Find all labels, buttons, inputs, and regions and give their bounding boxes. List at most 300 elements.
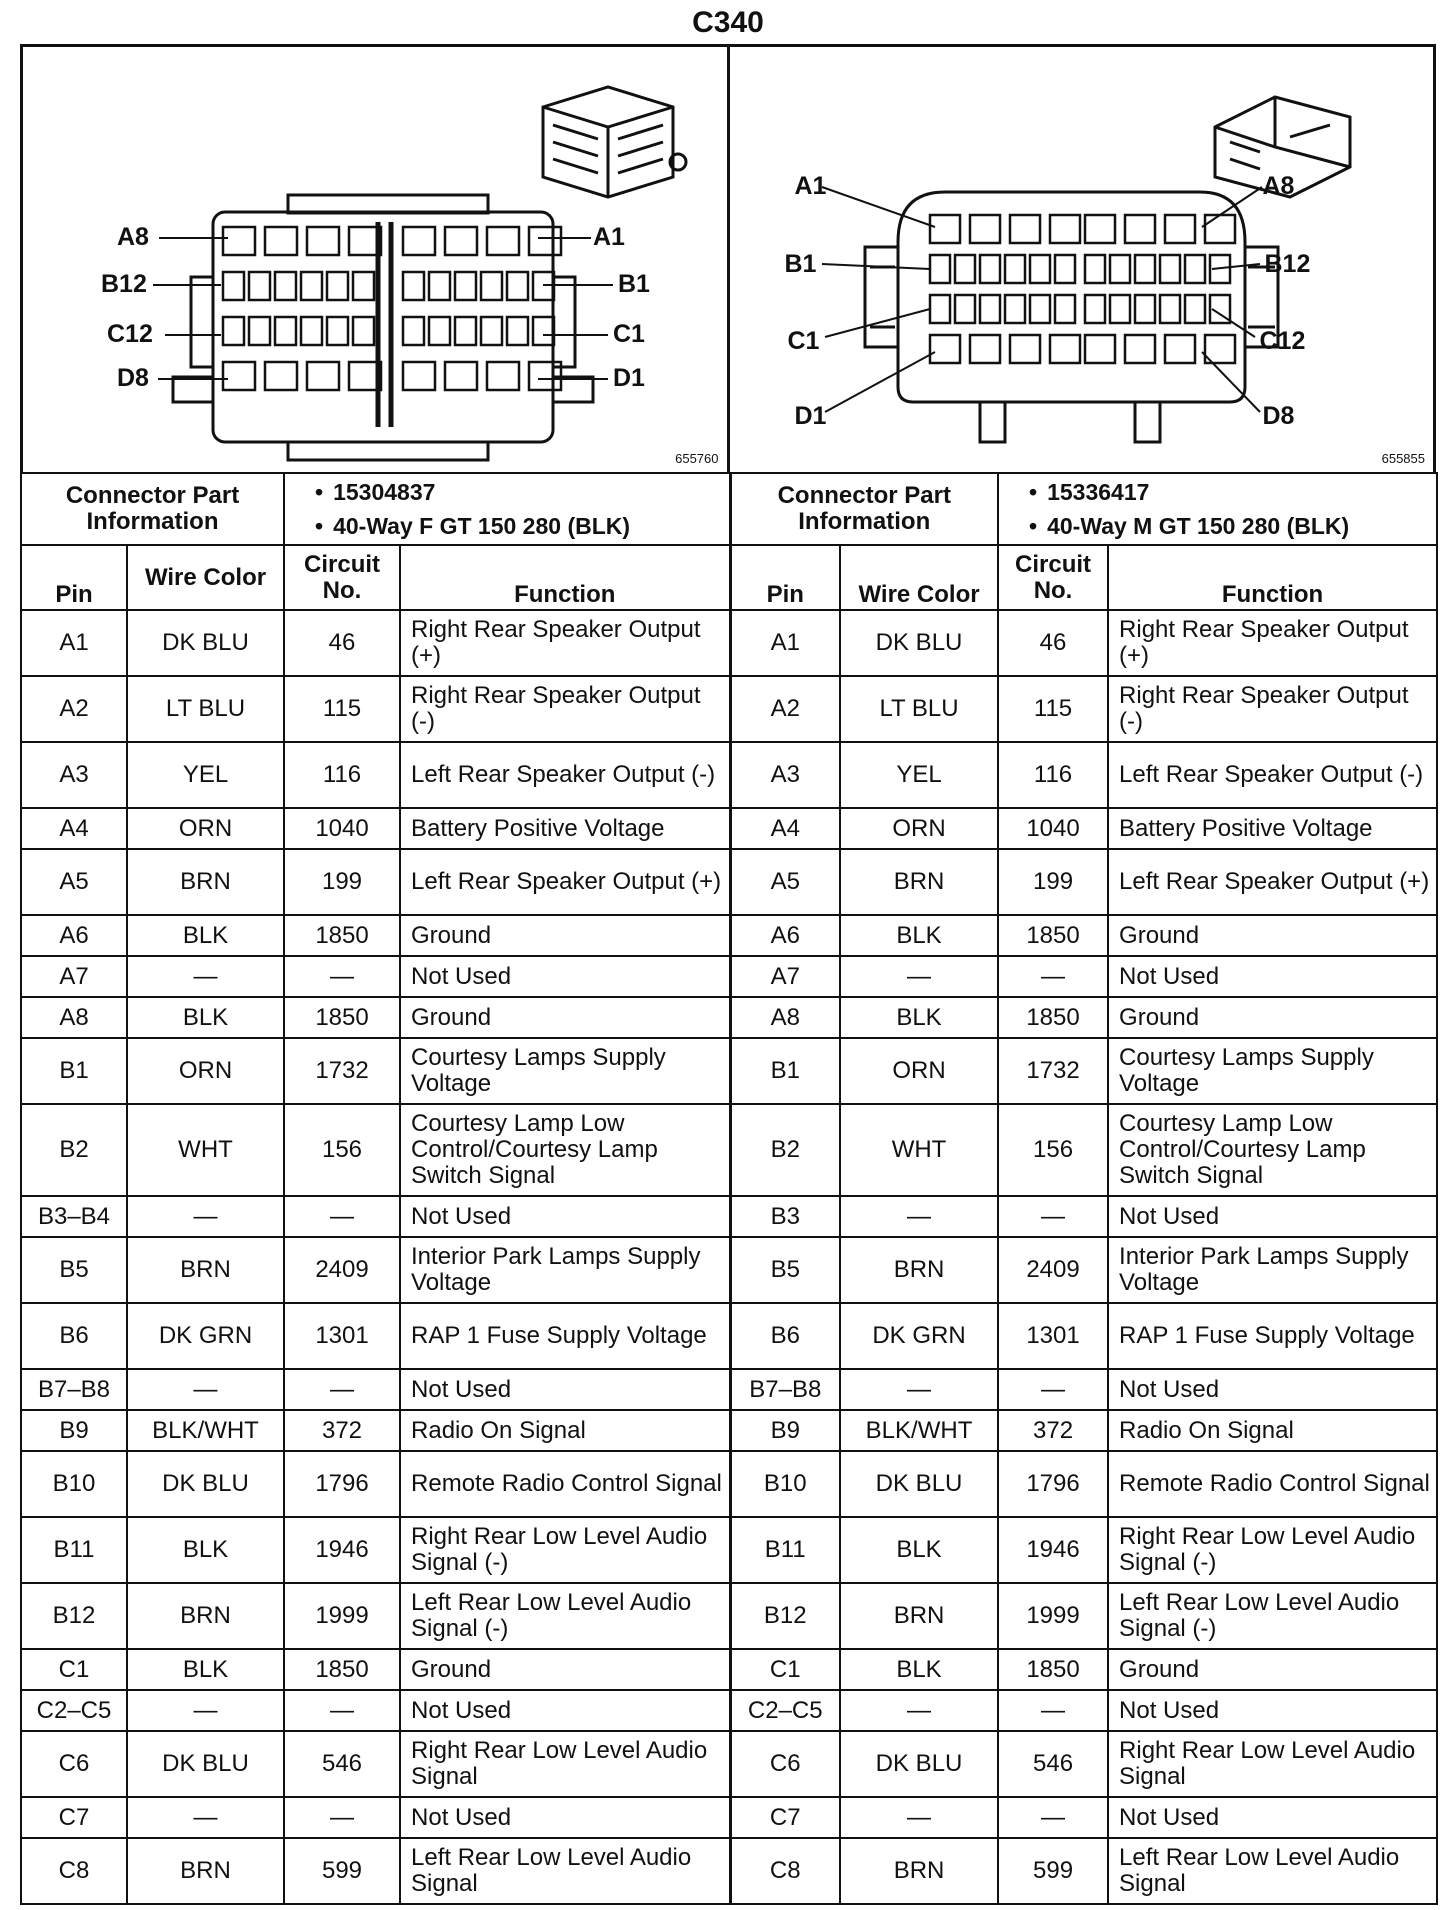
pin-cell: B12 (21, 1583, 127, 1649)
pin-cavity (1160, 255, 1180, 283)
pin-cavity (223, 317, 244, 345)
pin-cavity (307, 362, 339, 390)
pin-cell: A5 (730, 849, 840, 915)
pin-cavity (481, 317, 502, 345)
pin-cell: B6 (730, 1303, 840, 1369)
pin-cavity (327, 272, 348, 300)
pin-cavity (301, 317, 322, 345)
pin-cavity (353, 317, 374, 345)
wire-color-cell: BLK (840, 1649, 998, 1690)
pin-cell: C8 (21, 1838, 127, 1904)
function-cell: Left Rear Low Level Audio Signal (1108, 1838, 1437, 1904)
circuit-cell: 546 (284, 1731, 400, 1797)
pin-cavity (353, 272, 374, 300)
pin-cavity (223, 227, 255, 255)
pin-cavity (1050, 215, 1080, 243)
wire-color-cell: LT BLU (840, 676, 998, 742)
table-row (21, 1410, 1437, 1451)
pin-label-a8: A8 (1262, 172, 1295, 200)
wire-color-cell: DK BLU (840, 1731, 998, 1797)
pin-cell: B3–B4 (21, 1196, 127, 1237)
column-header-wire-color: Wire Color (840, 545, 998, 610)
pin-label-d1: D1 (794, 402, 827, 430)
pin-cavity (970, 215, 1000, 243)
pin-cavity (930, 295, 950, 323)
pin-label-d8: D8 (117, 364, 149, 392)
pin-cavity (980, 295, 1000, 323)
pin-label-c1: C1 (787, 327, 820, 355)
wire-color-cell: BLK (127, 997, 284, 1038)
wire-color-cell: ORN (840, 808, 998, 849)
wire-color-cell: — (840, 1196, 998, 1237)
pin-cell: C6 (730, 1731, 840, 1797)
wire-color-cell: — (840, 956, 998, 997)
pin-cavity (327, 317, 348, 345)
pin-label-b12: B12 (101, 270, 147, 298)
column-header-wire-color: Wire Color (127, 545, 284, 610)
circuit-cell: 1999 (998, 1583, 1108, 1649)
circuit-cell: 116 (998, 742, 1108, 808)
wire-color-cell: — (840, 1690, 998, 1731)
wire-color-cell: ORN (127, 1038, 284, 1104)
wire-color-cell: — (127, 1369, 284, 1410)
male-connector-diagram (730, 47, 1434, 472)
circuit-cell: 2409 (284, 1237, 400, 1303)
function-cell: Right Rear Speaker Output (+) (400, 610, 730, 676)
pin-cell: A2 (730, 676, 840, 742)
wire-color-cell: BLK (840, 997, 998, 1038)
pin-cavity (1085, 295, 1105, 323)
circuit-cell: — (998, 1797, 1108, 1838)
pin-cavity (529, 227, 561, 255)
function-cell: Ground (1108, 915, 1437, 956)
circuit-cell: 2409 (998, 1237, 1108, 1303)
pin-cell: A4 (21, 808, 127, 849)
wire-color-cell: — (840, 1369, 998, 1410)
table-row (21, 1196, 1437, 1237)
wire-color-cell: DK BLU (127, 1451, 284, 1517)
pin-cell: A6 (21, 915, 127, 956)
connector-diagrams (20, 44, 1436, 472)
wire-color-cell: DK BLU (127, 610, 284, 676)
function-cell: Ground (1108, 1649, 1437, 1690)
pin-cavity (1085, 335, 1115, 363)
wire-color-cell: YEL (840, 742, 998, 808)
pin-cavity (223, 362, 255, 390)
pin-cavity (403, 317, 424, 345)
function-cell: Left Rear Speaker Output (+) (400, 849, 730, 915)
function-cell: Left Rear Speaker Output (-) (400, 742, 730, 808)
pin-cavity (970, 335, 1000, 363)
table-row (21, 1369, 1437, 1410)
pin-cell: B1 (21, 1038, 127, 1104)
circuit-cell: 115 (284, 676, 400, 742)
wire-color-cell: — (840, 1797, 998, 1838)
connector-info-row (21, 473, 1437, 545)
circuit-cell: — (284, 1690, 400, 1731)
figure-code: 655760 (675, 451, 719, 466)
pin-cell: A8 (730, 997, 840, 1038)
pin-cavity (1005, 255, 1025, 283)
pin-label-d1: D1 (613, 364, 645, 392)
function-cell: Battery Positive Voltage (1108, 808, 1437, 849)
wire-color-cell: BRN (127, 1583, 284, 1649)
pin-cell: A3 (21, 742, 127, 808)
function-cell: Courtesy Lamp Low Control/Courtesy Lamp Switch Signal (400, 1104, 730, 1196)
connector-info-values: • 15304837 • 40-Way F GT 150 280 (BLK) (284, 473, 730, 545)
pin-label-c12: C12 (107, 320, 153, 348)
table-row (21, 1451, 1437, 1517)
function-cell: Not Used (1108, 1690, 1437, 1731)
wire-color-cell: WHT (840, 1104, 998, 1196)
pin-cavity (1135, 295, 1155, 323)
pin-cell: A4 (730, 808, 840, 849)
pin-cavity (1135, 255, 1155, 283)
circuit-cell: — (284, 956, 400, 997)
column-header-row (21, 545, 1437, 610)
function-cell: Not Used (1108, 1797, 1437, 1838)
pin-label-b1: B1 (618, 270, 650, 298)
circuit-cell: 199 (284, 849, 400, 915)
column-header-circuit: Circuit No. (998, 545, 1108, 610)
function-cell: Right Rear Low Level Audio Signal (-) (1108, 1517, 1437, 1583)
circuit-cell: 1732 (284, 1038, 400, 1104)
part-number: 15304837 (333, 479, 436, 505)
figure-code: 655855 (1381, 451, 1425, 466)
function-cell: Courtesy Lamp Low Control/Courtesy Lamp Switch Signal (1108, 1104, 1437, 1196)
function-cell: Not Used (400, 1369, 730, 1410)
function-cell: Not Used (400, 1196, 730, 1237)
circuit-cell: 546 (998, 1731, 1108, 1797)
pin-cell: B3 (730, 1196, 840, 1237)
pin-cavity (1160, 295, 1180, 323)
circuit-cell: 46 (284, 610, 400, 676)
circuit-cell: 199 (998, 849, 1108, 915)
function-cell: Courtesy Lamps Supply Voltage (400, 1038, 730, 1104)
table-row (21, 1690, 1437, 1731)
wire-color-cell: — (127, 1797, 284, 1838)
pin-cell: A1 (730, 610, 840, 676)
function-cell: Not Used (400, 1690, 730, 1731)
wire-color-cell: ORN (127, 808, 284, 849)
female-connector-drawing (23, 47, 728, 472)
pin-cell: B12 (730, 1583, 840, 1649)
wire-color-cell: BRN (127, 1237, 284, 1303)
pin-cavity (1030, 255, 1050, 283)
function-cell: Radio On Signal (1108, 1410, 1437, 1451)
pin-cavity (1010, 215, 1040, 243)
circuit-cell: 1796 (284, 1451, 400, 1517)
pin-cavity (403, 272, 424, 300)
circuit-cell: 1732 (998, 1038, 1108, 1104)
pin-cavity (507, 272, 528, 300)
circuit-cell: 116 (284, 742, 400, 808)
function-cell: RAP 1 Fuse Supply Voltage (1108, 1303, 1437, 1369)
function-cell: Not Used (400, 956, 730, 997)
circuit-cell: 1946 (284, 1517, 400, 1583)
table-row (21, 610, 1437, 676)
circuit-cell: 1946 (998, 1517, 1108, 1583)
circuit-cell: 599 (284, 1838, 400, 1904)
column-header-function: Function (400, 545, 730, 610)
circuit-cell: — (284, 1797, 400, 1838)
circuit-cell: 599 (998, 1838, 1108, 1904)
column-header-function: Function (1108, 545, 1437, 610)
circuit-cell: — (998, 956, 1108, 997)
pin-cavity (1110, 255, 1130, 283)
table-row (21, 742, 1437, 808)
pin-cavity (403, 227, 435, 255)
table-row (21, 956, 1437, 997)
function-cell: RAP 1 Fuse Supply Voltage (400, 1303, 730, 1369)
pin-cavity (265, 362, 297, 390)
wire-color-cell: DK GRN (127, 1303, 284, 1369)
circuit-cell: 115 (998, 676, 1108, 742)
function-cell: Right Rear Low Level Audio Signal (-) (400, 1517, 730, 1583)
wire-color-cell: BLK (127, 915, 284, 956)
pin-cavity (955, 295, 975, 323)
pin-cell: C2–C5 (21, 1690, 127, 1731)
wire-color-cell: BRN (840, 849, 998, 915)
pin-cell: C8 (730, 1838, 840, 1904)
pin-cavity (249, 272, 270, 300)
function-cell: Ground (400, 915, 730, 956)
connector-thumbnail-icon (543, 87, 686, 197)
function-cell: Radio On Signal (400, 1410, 730, 1451)
table-row (21, 1038, 1437, 1104)
table-row (21, 915, 1437, 956)
circuit-cell: 156 (284, 1104, 400, 1196)
table-row (21, 1838, 1437, 1904)
pin-cell: C2–C5 (730, 1690, 840, 1731)
pin-cavity (1110, 295, 1130, 323)
pin-cell: B6 (21, 1303, 127, 1369)
pin-label-c1: C1 (613, 320, 645, 348)
pin-cell: B2 (730, 1104, 840, 1196)
pin-label-a8: A8 (117, 223, 149, 251)
pin-cavity (1125, 215, 1155, 243)
pin-cavity (1205, 215, 1235, 243)
pin-label-c12: C12 (1259, 327, 1306, 355)
circuit-cell: 1796 (998, 1451, 1108, 1517)
pin-cavity (1085, 255, 1105, 283)
pin-cell: C7 (730, 1797, 840, 1838)
function-cell: Left Rear Speaker Output (+) (1108, 849, 1437, 915)
page-title: C340 (692, 6, 764, 39)
table-row (21, 1583, 1437, 1649)
column-header-circuit: Circuit No. (284, 545, 400, 610)
circuit-cell: — (998, 1690, 1108, 1731)
pin-label-a1: A1 (794, 172, 827, 200)
pin-cell: A2 (21, 676, 127, 742)
wire-color-cell: YEL (127, 742, 284, 808)
pin-cavity (1030, 295, 1050, 323)
connector-info-label: Connector Part Information (21, 473, 284, 545)
circuit-cell: — (284, 1369, 400, 1410)
circuit-cell: 372 (998, 1410, 1108, 1451)
pin-cavity (445, 362, 477, 390)
pin-cavity (301, 272, 322, 300)
pin-cavity (980, 255, 1000, 283)
pin-cell: B9 (730, 1410, 840, 1451)
circuit-cell: 1301 (998, 1303, 1108, 1369)
table-row (21, 1104, 1437, 1196)
wire-color-cell: BLK (127, 1517, 284, 1583)
wire-color-cell: DK BLU (127, 1731, 284, 1797)
table-row (21, 1797, 1437, 1838)
function-cell: Ground (1108, 997, 1437, 1038)
circuit-cell: 156 (998, 1104, 1108, 1196)
pin-cavity (1085, 215, 1115, 243)
pin-cell: B5 (730, 1237, 840, 1303)
wire-color-cell: BLK (840, 1517, 998, 1583)
circuit-cell: 1850 (998, 1649, 1108, 1690)
function-cell: Battery Positive Voltage (400, 808, 730, 849)
table-row (21, 676, 1437, 742)
connector-info-values: • 15336417 • 40-Way M GT 150 280 (BLK) (998, 473, 1437, 545)
circuit-cell: 372 (284, 1410, 400, 1451)
pin-cavity (1185, 295, 1205, 323)
pin-cell: B10 (21, 1451, 127, 1517)
column-header-pin: Pin (21, 545, 127, 610)
pin-cavity (533, 317, 554, 345)
pin-cavity (429, 317, 450, 345)
wire-color-cell: — (127, 1196, 284, 1237)
pin-cell: C7 (21, 1797, 127, 1838)
pin-cell: B2 (21, 1104, 127, 1196)
circuit-cell: 1040 (998, 808, 1108, 849)
circuit-cell: 1850 (284, 997, 400, 1038)
circuit-cell: 1040 (284, 808, 400, 849)
wire-color-cell: — (127, 956, 284, 997)
pin-table (20, 472, 1438, 1905)
pin-cavity (930, 255, 950, 283)
pin-cell: A8 (21, 997, 127, 1038)
function-cell: Not Used (1108, 1369, 1437, 1410)
circuit-cell: 1850 (998, 997, 1108, 1038)
pin-cavity (487, 227, 519, 255)
pin-cavity (487, 362, 519, 390)
pin-cavity (275, 272, 296, 300)
table-row (21, 808, 1437, 849)
function-cell: Not Used (400, 1797, 730, 1838)
pin-label-b12: B12 (1264, 250, 1311, 278)
pin-cavity (455, 317, 476, 345)
pin-cell: C1 (730, 1649, 840, 1690)
pin-cavity (930, 335, 960, 363)
circuit-cell: — (284, 1196, 400, 1237)
function-cell: Ground (400, 997, 730, 1038)
wire-color-cell: — (127, 1690, 284, 1731)
pin-cavity (445, 227, 477, 255)
pin-cavity (1125, 335, 1155, 363)
wire-color-cell: WHT (127, 1104, 284, 1196)
wire-color-cell: BRN (127, 1838, 284, 1904)
table-row (21, 1303, 1437, 1369)
pin-cell: B10 (730, 1451, 840, 1517)
wire-color-cell: BLK (840, 915, 998, 956)
pin-cell: B7–B8 (730, 1369, 840, 1410)
wire-color-cell: BLK/WHT (840, 1410, 998, 1451)
connector-description: 40-Way F GT 150 280 (BLK) (333, 513, 631, 539)
function-cell: Ground (400, 1649, 730, 1690)
pin-cell: B1 (730, 1038, 840, 1104)
wire-color-cell: DK GRN (840, 1303, 998, 1369)
pin-cavity (1165, 215, 1195, 243)
pin-cavity (455, 272, 476, 300)
table-row (21, 1731, 1437, 1797)
wire-color-cell: DK BLU (840, 1451, 998, 1517)
function-cell: Left Rear Low Level Audio Signal (-) (1108, 1583, 1437, 1649)
pin-cavity (1165, 335, 1195, 363)
pin-label-a1: A1 (593, 223, 625, 251)
pin-label-d8: D8 (1262, 402, 1295, 430)
pin-cavity (481, 272, 502, 300)
table-row (21, 849, 1437, 915)
function-cell: Right Rear Low Level Audio Signal (400, 1731, 730, 1797)
female-connector-diagram (23, 47, 730, 472)
pin-cavity (1185, 255, 1205, 283)
pin-cavity (265, 227, 297, 255)
pin-cell: A3 (730, 742, 840, 808)
connector-description: 40-Way M GT 150 280 (BLK) (1047, 513, 1350, 539)
pin-cavity (930, 215, 960, 243)
pin-cavity (507, 317, 528, 345)
circuit-cell: 1850 (284, 1649, 400, 1690)
pin-cavity (223, 272, 244, 300)
function-cell: Left Rear Low Level Audio Signal (400, 1838, 730, 1904)
table-row (21, 1237, 1437, 1303)
pin-cavity (1010, 335, 1040, 363)
wire-color-cell: BRN (840, 1583, 998, 1649)
function-cell: Remote Radio Control Signal (400, 1451, 730, 1517)
pin-cell: B9 (21, 1410, 127, 1451)
pin-cell: B11 (730, 1517, 840, 1583)
pin-cavity (403, 362, 435, 390)
function-cell: Left Rear Low Level Audio Signal (-) (400, 1583, 730, 1649)
pin-label-b1: B1 (784, 250, 817, 278)
function-cell: Not Used (1108, 956, 1437, 997)
pin-cavity (1005, 295, 1025, 323)
pin-cavity (249, 317, 270, 345)
wire-color-cell: BRN (840, 1237, 998, 1303)
wire-color-cell: BLK/WHT (127, 1410, 284, 1451)
circuit-cell: 1850 (998, 915, 1108, 956)
pin-cavity (429, 272, 450, 300)
function-cell: Right Rear Speaker Output (-) (1108, 676, 1437, 742)
circuit-cell: — (998, 1196, 1108, 1237)
function-cell: Remote Radio Control Signal (1108, 1451, 1437, 1517)
wire-color-cell: DK BLU (840, 610, 998, 676)
pin-cell: A7 (21, 956, 127, 997)
function-cell: Left Rear Speaker Output (-) (1108, 742, 1437, 808)
pin-cell: B11 (21, 1517, 127, 1583)
wire-color-cell: BRN (840, 1838, 998, 1904)
pin-cell: B7–B8 (21, 1369, 127, 1410)
function-cell: Interior Park Lamps Supply Voltage (400, 1237, 730, 1303)
wire-color-cell: BRN (127, 849, 284, 915)
pin-cell: C1 (21, 1649, 127, 1690)
pin-cell: A1 (21, 610, 127, 676)
pin-cell: C6 (21, 1731, 127, 1797)
function-cell: Not Used (1108, 1196, 1437, 1237)
pin-cell: A7 (730, 956, 840, 997)
circuit-cell: 1999 (284, 1583, 400, 1649)
pin-cavity (1050, 335, 1080, 363)
function-cell: Right Rear Speaker Output (-) (400, 676, 730, 742)
pin-cell: B5 (21, 1237, 127, 1303)
function-cell: Right Rear Low Level Audio Signal (1108, 1731, 1437, 1797)
